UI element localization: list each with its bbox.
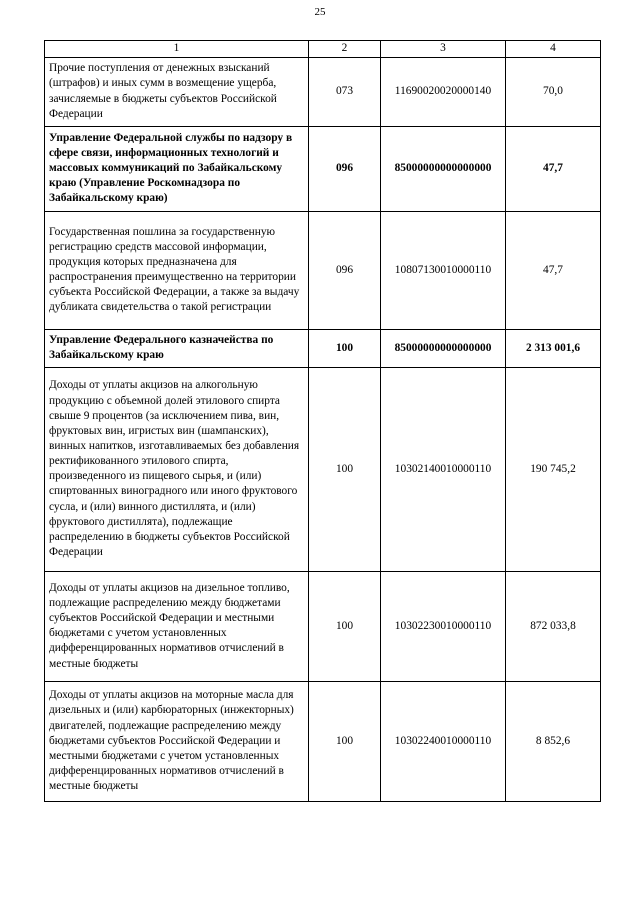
row-amount: 47,7 [506, 127, 601, 212]
row-amount: 190 745,2 [506, 368, 601, 572]
row-kbk: 85000000000000000 [381, 127, 506, 212]
header-col-2: 2 [309, 41, 381, 58]
row-name: Прочие поступления от денежных взысканий (штрафов) и иных сумм в возмещение ущерба, зачисляемые в бюджеты субъектов Российской Федерации [45, 58, 309, 127]
header-col-4: 4 [506, 41, 601, 58]
table-header-row [45, 41, 601, 58]
row-name: Государственная пошлина за государственную регистрацию средств массовой информации, продукция которых предназначена для распространения преимущественно на территории субъекта Российской Федерации, а также за выдачу дубликата свидетельства о такой регистрации [45, 212, 309, 330]
row-amount: 2 313 001,6 [506, 330, 601, 368]
header-col-1: 1 [45, 41, 309, 58]
header-col-3: 3 [381, 41, 506, 58]
row-amount: 872 033,8 [506, 572, 601, 682]
row-admin-code: 100 [309, 368, 381, 572]
page-number: 25 [314, 6, 326, 18]
row-kbk: 10302140010000110 [381, 368, 506, 572]
row-admin-code: 100 [309, 682, 381, 802]
row-amount: 70,0 [506, 58, 601, 127]
row-admin-code: 096 [309, 212, 381, 330]
row-name: Доходы от уплаты акцизов на алкогольную продукцию с объемной долей этилового спирта свыше 9 процентов (за исключением пива, вин, фруктовых вин, игристых вин (шампанских), винных напитков, изготавливаемых без добавления ректификованного этилового спирта, произведенного из пищевого сырья, и (или) спиртованных виноградного или иного фруктового сусла, и (или) винного дистиллята, и (или) фруктового дистиллята), подлежащие распределению в бюджеты субъектов Российской Федерации [45, 368, 309, 572]
table-row [45, 368, 601, 572]
row-kbk: 10302230010000110 [381, 572, 506, 682]
row-name: Управление Федеральной службы по надзору в сфере связи, информационных технологий и массовых коммуникаций по Забайкальскому краю (Управление Роскомнадзора по Забайкальскому краю) [45, 127, 309, 212]
row-admin-code: 100 [309, 572, 381, 682]
row-amount: 47,7 [506, 212, 601, 330]
table-row [45, 682, 601, 802]
revenue-table [44, 40, 601, 802]
row-admin-code: 073 [309, 58, 381, 127]
row-kbk: 10807130010000110 [381, 212, 506, 330]
row-kbk: 10302240010000110 [381, 682, 506, 802]
row-name: Управление Федерального казначейства по Забайкальскому краю [45, 330, 309, 368]
row-amount: 8 852,6 [506, 682, 601, 802]
table-row [45, 58, 601, 127]
row-name: Доходы от уплаты акцизов на моторные масла для дизельных и (или) карбюраторных (инжекторных) двигателей, подлежащие распределению между бюджетами субъектов Российской Федерации и местными бюджетами с учетом установленных дифференцированных нормативов отчислений в местные бюджеты [45, 682, 309, 802]
table-row [45, 127, 601, 212]
table-row [45, 572, 601, 682]
row-admin-code: 096 [309, 127, 381, 212]
row-admin-code: 100 [309, 330, 381, 368]
row-kbk: 11690020020000140 [381, 58, 506, 127]
row-kbk: 85000000000000000 [381, 330, 506, 368]
row-name: Доходы от уплаты акцизов на дизельное топливо, подлежащие распределению между бюджетами субъектов Российской Федерации и местными бюджетами с учетом установленных дифференцированных нормативов отчислений в местные бюджеты [45, 572, 309, 682]
table-row [45, 212, 601, 330]
table-row [45, 330, 601, 368]
